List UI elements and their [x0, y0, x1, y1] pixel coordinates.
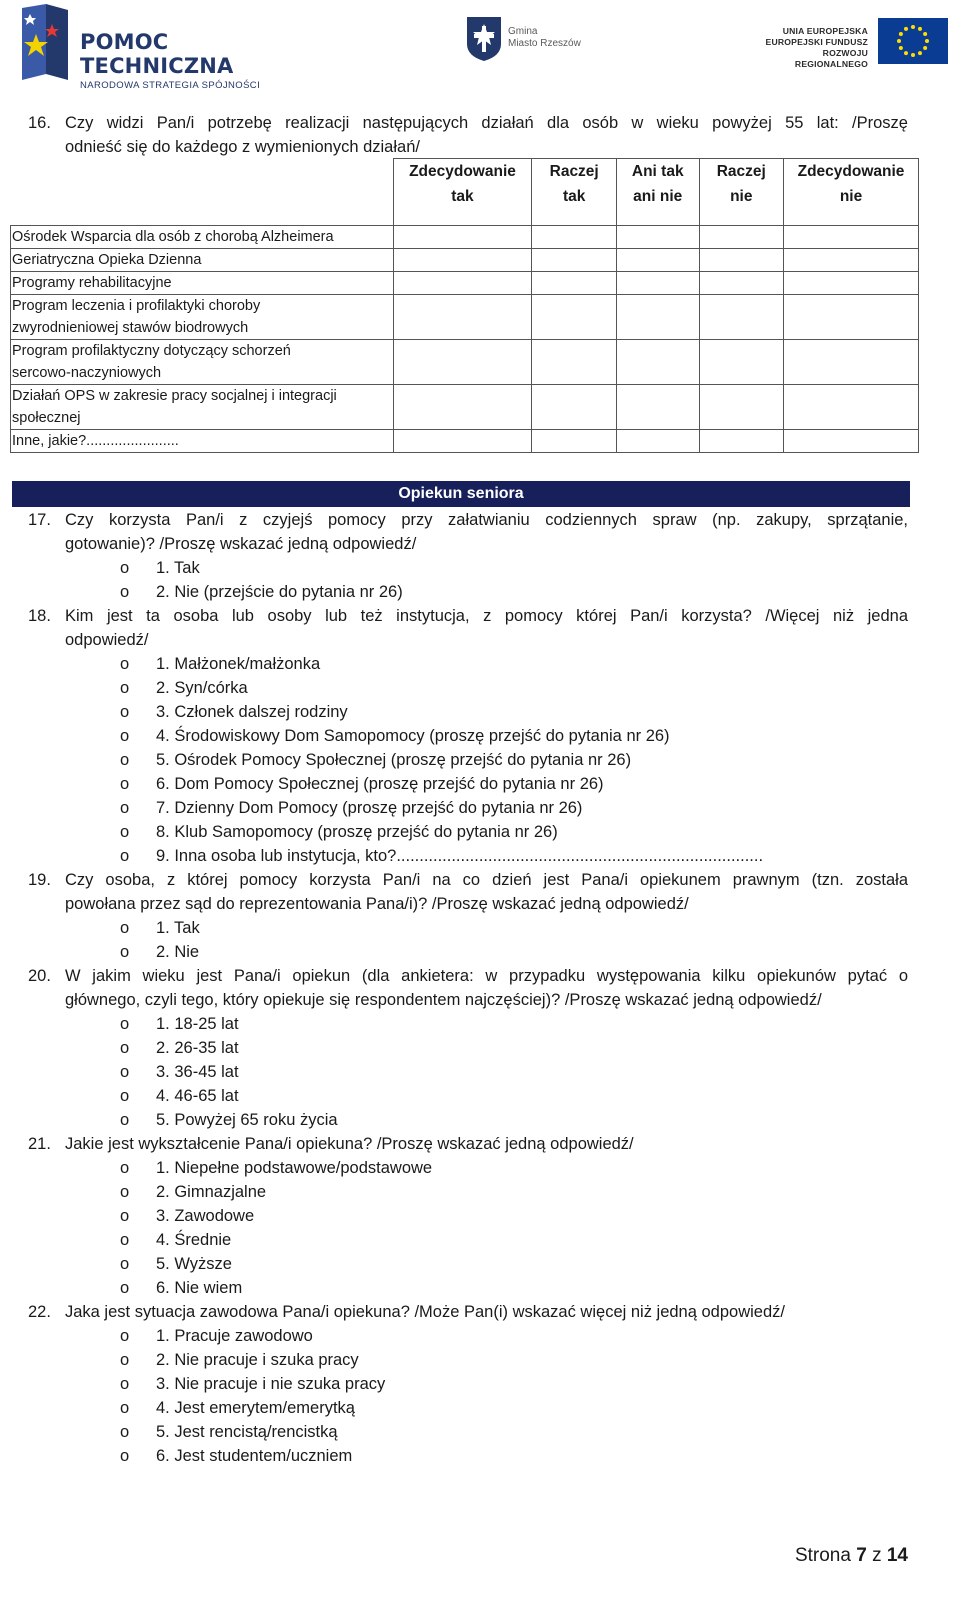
matrix-answer-cell[interactable]: [784, 249, 919, 272]
option-bullet-icon: o: [120, 1159, 130, 1177]
option-label: 4. Średnie: [156, 1231, 232, 1249]
matrix-row: [11, 249, 919, 272]
option-bullet-icon: o: [120, 1183, 130, 1201]
pomoc-techniczna-title: POMOC TECHNICZNA: [80, 30, 234, 78]
option-bullet-icon: o: [120, 1279, 130, 1297]
option-bullet-icon: o: [120, 847, 130, 865]
matrix-answer-cell[interactable]: [699, 249, 784, 272]
question-text-line2: gotowanie)? /Proszę wskazać jedną odpowiedź/: [65, 535, 417, 553]
eu-star-icon: [925, 39, 929, 43]
option-label: 7. Dzienny Dom Pomocy (proszę przejść do pytania nr 26): [156, 799, 583, 817]
option-label: 2. Nie (przejście do pytania nr 26): [156, 583, 403, 601]
rzeszow-shield-icon: [466, 16, 502, 62]
option-bullet-icon: o: [120, 655, 130, 673]
matrix-answer-cell[interactable]: [699, 340, 784, 385]
option-label: 4. Jest emerytem/emerytką: [156, 1399, 355, 1417]
option-bullet-icon: o: [120, 943, 130, 961]
option-bullet-icon: o: [120, 1111, 130, 1129]
option-label: 1. 18-25 lat: [156, 1015, 239, 1033]
matrix-answer-cell[interactable]: [393, 226, 532, 249]
matrix-row-label: Działań OPS w zakresie pracy socjalnej i integracji społecznej: [11, 385, 394, 430]
option-label: 5. Ośrodek Pomocy Społecznej (proszę przejść do pytania nr 26): [156, 751, 632, 769]
eu-star-icon: [911, 53, 915, 57]
question-text-line2: odpowiedź/: [65, 631, 149, 649]
question-text-line1: Jaka jest sytuacja zawodowa Pana/i opiekuna? /Może Pan(i) wskazać więcej niż jedną odpowiedź/: [65, 1303, 785, 1321]
option-label: 5. Wyższe: [156, 1255, 232, 1273]
option-bullet-icon: o: [120, 799, 130, 817]
matrix-answer-cell[interactable]: [616, 340, 699, 385]
option-label: 5. Jest rencistą/rencistką: [156, 1423, 338, 1441]
option-label: 1. Niepełne podstawowe/podstawowe: [156, 1159, 433, 1177]
matrix-answer-cell[interactable]: [393, 385, 532, 430]
matrix-answer-cell[interactable]: [616, 272, 699, 295]
option-bullet-icon: o: [120, 1423, 130, 1441]
eu-logo-line2: EUROPEJSKI FUNDUSZ: [765, 37, 868, 47]
option-label: 2. 26-35 lat: [156, 1039, 239, 1057]
matrix-answer-cell[interactable]: [532, 249, 617, 272]
matrix-row: [11, 272, 919, 295]
option-label: 3. Nie pracuje i nie szuka pracy: [156, 1375, 386, 1393]
eu-star-icon: [918, 51, 922, 55]
matrix-column-header: Ani tak ani nie: [616, 159, 699, 226]
matrix-column-header: Raczej nie: [699, 159, 784, 226]
question-text-line2: głównego, czyli tego, który opiekuje się respondentem najczęściej)? /Proszę wskazać jedną odpowiedź/: [65, 991, 822, 1009]
question-text-line2: odnieść się do każdego z wymienionych działań/: [65, 138, 420, 156]
page-header: [0, 0, 960, 91]
matrix-row: [11, 385, 919, 430]
eu-star-icon: [923, 46, 927, 50]
section-title-bar: Opiekun seniora: [12, 481, 910, 507]
option-label: 9. Inna osoba lub instytucja, kto?................................................................................: [156, 847, 764, 865]
matrix-answer-cell[interactable]: [532, 295, 617, 340]
matrix-answer-cell[interactable]: [616, 385, 699, 430]
matrix-answer-cell[interactable]: [532, 272, 617, 295]
matrix-column-header: Zdecydowanie tak: [393, 159, 532, 226]
question-text-line1: Czy korzysta Pan/i z czyjejś pomocy przy załatwianiu codziennych spraw (np. zakupy, sprzątanie,: [65, 511, 908, 529]
option-bullet-icon: o: [120, 1207, 130, 1225]
matrix-answer-cell[interactable]: [393, 430, 532, 453]
matrix-row-label: Programy rehabilitacyjne: [11, 272, 394, 295]
option-bullet-icon: o: [120, 727, 130, 745]
option-bullet-icon: o: [120, 559, 130, 577]
pomoc-techniczna-emblem-icon: [22, 4, 68, 80]
option-label: 2. Nie pracuje i szuka pracy: [156, 1351, 359, 1369]
eu-logo: [758, 18, 948, 69]
option-label: 1. Tak: [156, 559, 200, 577]
option-label: 3. Członek dalszej rodziny: [156, 703, 348, 721]
option-bullet-icon: o: [120, 1351, 130, 1369]
question-number: 16.: [28, 114, 51, 132]
matrix-row-label: Inne, jakie?.......................: [11, 430, 394, 453]
option-label: 6. Nie wiem: [156, 1279, 243, 1297]
matrix-answer-cell[interactable]: [784, 340, 919, 385]
matrix-answer-cell[interactable]: [699, 385, 784, 430]
matrix-answer-cell[interactable]: [393, 295, 532, 340]
question-number: 22.: [28, 1303, 51, 1321]
matrix-answer-cell[interactable]: [393, 340, 532, 385]
matrix-answer-cell[interactable]: [699, 295, 784, 340]
option-label: 6. Jest studentem/uczniem: [156, 1447, 353, 1465]
option-bullet-icon: o: [120, 775, 130, 793]
option-bullet-icon: o: [120, 1375, 130, 1393]
option-label: 4. Środowiskowy Dom Samopomocy (proszę przejść do pytania nr 26): [156, 727, 670, 745]
matrix-answer-cell[interactable]: [393, 249, 532, 272]
page-number: Strona 7 z 14: [794, 1545, 908, 1566]
matrix-answer-cell[interactable]: [616, 295, 699, 340]
option-bullet-icon: o: [120, 679, 130, 697]
matrix-corner: [11, 159, 394, 226]
eu-logo-line3: ROZWOJU REGIONALNEGO: [794, 48, 868, 69]
option-bullet-icon: o: [120, 751, 130, 769]
matrix-answer-cell[interactable]: [532, 226, 617, 249]
eu-star-icon: [904, 27, 908, 31]
matrix-answer-cell[interactable]: [532, 340, 617, 385]
matrix-row-label: Geriatryczna Opieka Dzienna: [11, 249, 394, 272]
option-label: 2. Syn/córka: [156, 679, 248, 697]
option-label: 4. 46-65 lat: [156, 1087, 239, 1105]
question-text-line2: powołana przez sąd do reprezentowania Pana/i)? /Proszę wskazać jedną odpowiedź/: [65, 895, 689, 913]
option-bullet-icon: o: [120, 583, 130, 601]
option-label: 1. Pracuje zawodowo: [156, 1327, 313, 1345]
matrix-row-label: Program leczenia i profilaktyki choroby zwyrodnieniowej stawów biodrowych: [11, 295, 394, 340]
matrix-answer-cell[interactable]: [784, 430, 919, 453]
option-label: 3. 36-45 lat: [156, 1063, 239, 1081]
matrix-answer-cell[interactable]: [699, 226, 784, 249]
matrix-answer-cell[interactable]: [784, 295, 919, 340]
eu-flag-icon: [878, 18, 948, 64]
rzeszow-logo-line1: Gmina: [508, 26, 538, 37]
needs-matrix-table: [10, 158, 919, 453]
rzeszow-logo: [466, 16, 596, 68]
question-number: 19.: [28, 871, 51, 889]
option-bullet-icon: o: [120, 919, 130, 937]
option-bullet-icon: o: [120, 1327, 130, 1345]
eu-logo-line1: UNIA EUROPEJSKA: [782, 26, 868, 36]
matrix-answer-cell[interactable]: [784, 385, 919, 430]
matrix-row: [11, 430, 919, 453]
option-bullet-icon: o: [120, 1399, 130, 1417]
eu-star-icon: [897, 39, 901, 43]
question-text-line1: W jakim wieku jest Pana/i opiekun (dla ankietera: w przypadku występowania kilku opiekunów pytać o: [65, 967, 908, 985]
question-number: 18.: [28, 607, 51, 625]
matrix-column-header: Zdecydowanie nie: [784, 159, 919, 226]
eu-star-icon: [911, 25, 915, 29]
pomoc-techniczna-subtitle: NARODOWA STRATEGIA SPÓJNOŚCI: [80, 80, 261, 91]
option-label: 1. Tak: [156, 919, 200, 937]
matrix-row: [11, 226, 919, 249]
option-bullet-icon: o: [120, 703, 130, 721]
matrix-answer-cell[interactable]: [532, 385, 617, 430]
matrix-answer-cell[interactable]: [532, 430, 617, 453]
matrix-row: [11, 295, 919, 340]
option-label: 6. Dom Pomocy Społecznej (proszę przejść do pytania nr 26): [156, 775, 604, 793]
question-text-line1: Kim jest ta osoba lub osoby lub też instytucja, z pomocy której Pan/i korzysta? /Więcej niż jedna: [65, 607, 908, 625]
option-label: 1. Małżonek/małżonka: [156, 655, 321, 673]
option-label: 3. Zawodowe: [156, 1207, 255, 1225]
eu-star-icon: [904, 51, 908, 55]
matrix-row: [11, 340, 919, 385]
matrix-answer-cell[interactable]: [616, 430, 699, 453]
matrix-row-label: Program profilaktyczny dotyczący schorzeń sercowo-naczyniowych: [11, 340, 394, 385]
eu-star-icon: [899, 32, 903, 36]
option-bullet-icon: o: [120, 1231, 130, 1249]
option-bullet-icon: o: [120, 1255, 130, 1273]
eu-star-icon: [918, 27, 922, 31]
matrix-answer-cell[interactable]: [393, 272, 532, 295]
matrix-answer-cell[interactable]: [699, 272, 784, 295]
option-bullet-icon: o: [120, 823, 130, 841]
option-bullet-icon: o: [120, 1015, 130, 1033]
question-number: 17.: [28, 511, 51, 529]
option-label: 2. Gimnazjalne: [156, 1183, 267, 1201]
question-text-line1: Jakie jest wykształcenie Pana/i opiekuna? /Proszę wskazać jedną odpowiedź/: [65, 1135, 634, 1153]
option-bullet-icon: o: [120, 1087, 130, 1105]
matrix-answer-cell[interactable]: [699, 430, 784, 453]
question-text-line1: Czy widzi Pan/i potrzebę realizacji następujących działań dla osób w wieku powyżej 55 lat: /Proszę: [65, 114, 908, 132]
matrix-header-row: [11, 159, 919, 226]
option-bullet-icon: o: [120, 1063, 130, 1081]
option-label: 8. Klub Samopomocy (proszę przejść do pytania nr 26): [156, 823, 558, 841]
matrix-answer-cell[interactable]: [616, 226, 699, 249]
option-label: 5. Powyżej 65 roku życia: [156, 1111, 338, 1129]
question-number: 21.: [28, 1135, 51, 1153]
matrix-answer-cell[interactable]: [784, 272, 919, 295]
eu-star-icon: [923, 32, 927, 36]
matrix-column-header: Raczej tak: [532, 159, 617, 226]
matrix-row-label: Ośrodek Wsparcia dla osób z chorobą Alzheimera: [11, 226, 394, 249]
question-text-line1: Czy osoba, z której pomocy korzysta Pan/i na co dzień jest Pana/i opiekunem prawnym (tzn. została: [65, 871, 908, 889]
eu-star-icon: [899, 46, 903, 50]
matrix-answer-cell[interactable]: [616, 249, 699, 272]
matrix-answer-cell[interactable]: [784, 226, 919, 249]
rzeszow-logo-line2: Miasto Rzeszów: [508, 38, 581, 49]
question-number: 20.: [28, 967, 51, 985]
option-label: 2. Nie: [156, 943, 200, 961]
pomoc-techniczna-logo: [22, 4, 282, 91]
option-bullet-icon: o: [120, 1039, 130, 1057]
option-bullet-icon: o: [120, 1447, 130, 1465]
